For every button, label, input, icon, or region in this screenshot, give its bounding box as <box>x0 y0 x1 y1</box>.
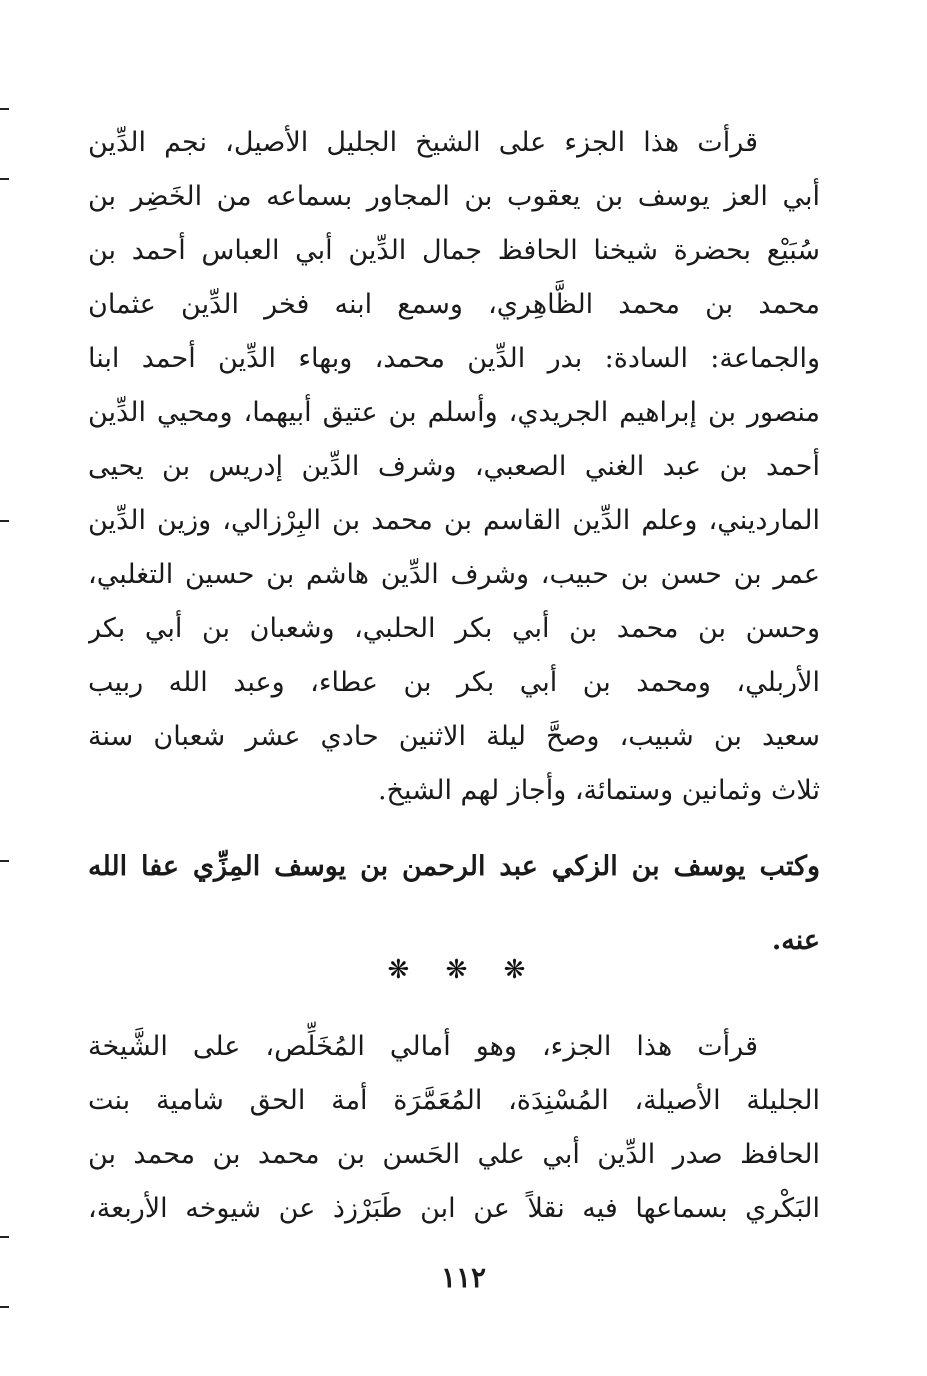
page-number: ١١٢ <box>440 1261 487 1294</box>
text-line: المارديني، وعلم الدِّين القاسم بن محمد بن البِرْزالي، وزين الدِّين <box>88 505 820 536</box>
margin-tick <box>0 520 9 522</box>
text-line: منصور بن إبراهيم الجريدي، وأسلم بن عتيق أبيهما، ومحيي الدِّين <box>88 397 820 428</box>
colophon-line: وكتب يوسف بن الزكي عبد الرحمن بن يوسف المِزِّي عفا الله <box>88 851 820 882</box>
margin-tick <box>0 178 9 180</box>
colophon-line: عنه. <box>771 925 820 956</box>
text-line: الجليلة الأصيلة، المُسْنِدَة، المُعَمَّرَة أمة الحق شامية بنت <box>88 1085 820 1116</box>
text-line: عمر بن حسن بن حبيب، وشرف الدِّين هاشم بن حسين التغلبي، <box>88 559 820 590</box>
margin-tick <box>0 1236 9 1238</box>
text-line: والجماعة: السادة: بدر الدِّين محمد، وبهاء الدِّين أحمد ابنا <box>88 343 820 374</box>
text-line: أبي العز يوسف بن يعقوب بن المجاور بسماعه من الخَضِر بن <box>88 181 820 212</box>
text-line: وحسن بن محمد بن أبي بكر الحلبي، وشعبان بن أبي بكر <box>88 613 820 644</box>
text-line: الحافظ صدر الدِّين أبي علي الحَسن بن محمد بن محمد بن <box>88 1139 820 1170</box>
text-line: سعيد بن شبيب، وصحَّ ليلة الاثنين حادي عشر شعبان سنة <box>88 721 820 752</box>
text-line: قرأت هذا الجزء، وهو أمالي المُخَلِّص، على الشَّيخة <box>88 1031 758 1062</box>
text-line: ثلاث وثمانين وستمائة، وأجاز لهم الشيخ. <box>377 775 820 806</box>
margin-tick <box>0 108 9 110</box>
second-certificate-paragraph <box>88 1020 820 1236</box>
margin-tick <box>0 1306 9 1308</box>
reading-certificate-paragraph <box>88 116 820 818</box>
text-line: قرأت هذا الجزء على الشيخ الجليل الأصيل، نجم الدِّين <box>88 127 758 158</box>
text-line: الأربلي، ومحمد بن أبي بكر بن عطاء، وعبد الله ربيب <box>88 667 820 698</box>
text-line: محمد بن محمد الظَّاهِري، وسمع ابنه فخر الدِّين عثمان <box>88 289 820 320</box>
margin-tick <box>0 860 9 862</box>
text-line: أحمد بن عبد الغني الصعبي، وشرف الدِّين إدريس بن يحيى <box>88 451 820 482</box>
text-line: البَكْري بسماعها فيه نقلاً عن ابن طَبَرْزذ عن شيوخه الأربعة، <box>88 1193 820 1224</box>
text-line: سُبَيْع بحضرة شيخنا الحافظ جمال الدِّين أبي العباس أحمد بن <box>88 235 820 266</box>
section-separator: ❋ ❋ ❋ <box>387 955 540 985</box>
